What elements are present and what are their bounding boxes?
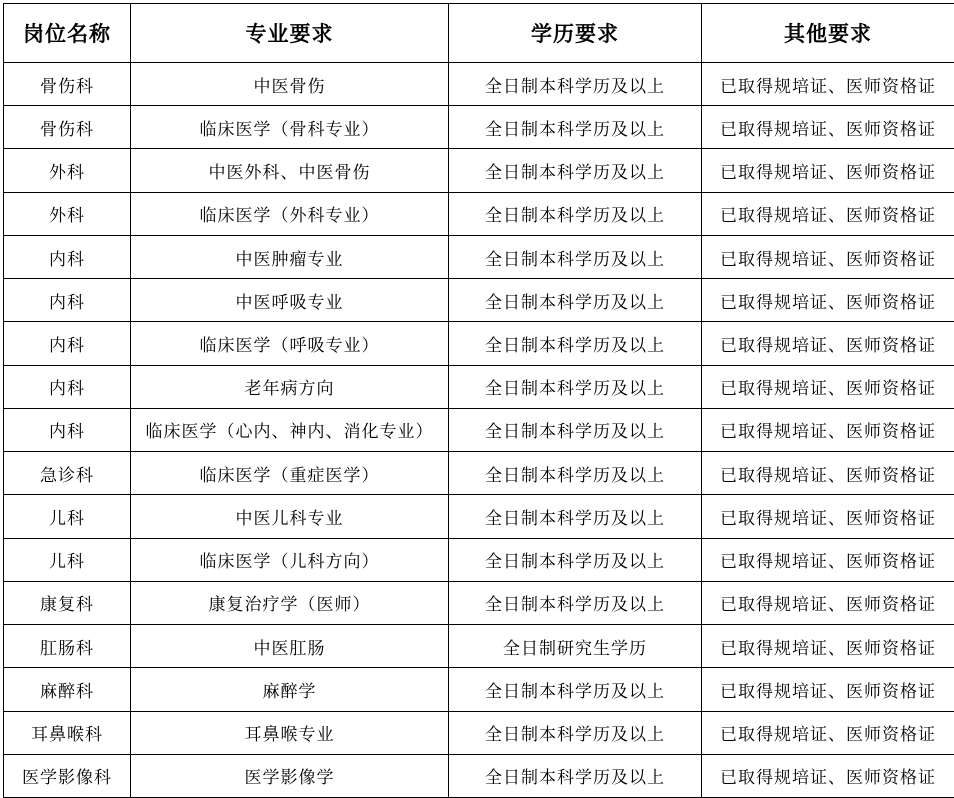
cell-major-requirement: 医学影像学 <box>131 754 449 797</box>
table-row <box>4 235 954 278</box>
cell-other-requirement: 已取得规培证、医师资格证 <box>702 279 954 322</box>
cell-position-name: 外科 <box>4 192 131 235</box>
cell-education-requirement: 全日制本科学历及以上 <box>449 668 702 711</box>
cell-major-requirement: 临床医学（儿科方向） <box>131 538 449 581</box>
table-row <box>4 63 954 106</box>
cell-major-requirement: 中医儿科专业 <box>131 495 449 538</box>
cell-other-requirement: 已取得规培证、医师资格证 <box>702 149 954 192</box>
cell-major-requirement: 中医骨伤 <box>131 63 449 106</box>
cell-education-requirement: 全日制本科学历及以上 <box>449 106 702 149</box>
cell-education-requirement: 全日制本科学历及以上 <box>449 581 702 624</box>
cell-education-requirement: 全日制本科学历及以上 <box>449 149 702 192</box>
cell-education-requirement: 全日制本科学历及以上 <box>449 192 702 235</box>
cell-major-requirement: 中医呼吸专业 <box>131 279 449 322</box>
cell-other-requirement: 已取得规培证、医师资格证 <box>702 63 954 106</box>
cell-position-name: 内科 <box>4 365 131 408</box>
cell-major-requirement: 临床医学（呼吸专业） <box>131 322 449 365</box>
header-education-requirement: 学历要求 <box>449 4 702 63</box>
cell-position-name: 肛肠科 <box>4 625 131 668</box>
cell-major-requirement: 临床医学（骨科专业） <box>131 106 449 149</box>
cell-education-requirement: 全日制本科学历及以上 <box>449 63 702 106</box>
cell-education-requirement: 全日制本科学历及以上 <box>449 495 702 538</box>
cell-position-name: 内科 <box>4 408 131 451</box>
cell-education-requirement: 全日制本科学历及以上 <box>449 538 702 581</box>
cell-other-requirement: 已取得规培证、医师资格证 <box>702 711 954 754</box>
cell-education-requirement: 全日制本科学历及以上 <box>449 322 702 365</box>
cell-major-requirement: 临床医学（心内、神内、消化专业） <box>131 408 449 451</box>
recruitment-requirements-table <box>3 3 954 798</box>
cell-other-requirement: 已取得规培证、医师资格证 <box>702 408 954 451</box>
cell-other-requirement: 已取得规培证、医师资格证 <box>702 668 954 711</box>
table-row <box>4 322 954 365</box>
table-row <box>4 538 954 581</box>
cell-major-requirement: 中医外科、中医骨伤 <box>131 149 449 192</box>
cell-education-requirement: 全日制研究生学历 <box>449 625 702 668</box>
cell-position-name: 内科 <box>4 322 131 365</box>
cell-major-requirement: 中医肿瘤专业 <box>131 235 449 278</box>
cell-other-requirement: 已取得规培证、医师资格证 <box>702 365 954 408</box>
cell-other-requirement: 已取得规培证、医师资格证 <box>702 581 954 624</box>
cell-position-name: 麻醉科 <box>4 668 131 711</box>
cell-position-name: 医学影像科 <box>4 754 131 797</box>
cell-education-requirement: 全日制本科学历及以上 <box>449 279 702 322</box>
table-row <box>4 149 954 192</box>
table-row <box>4 495 954 538</box>
cell-other-requirement: 已取得规培证、医师资格证 <box>702 235 954 278</box>
cell-other-requirement: 已取得规培证、医师资格证 <box>702 538 954 581</box>
cell-position-name: 外科 <box>4 149 131 192</box>
header-major-requirement: 专业要求 <box>131 4 449 63</box>
cell-position-name: 耳鼻喉科 <box>4 711 131 754</box>
cell-other-requirement: 已取得规培证、医师资格证 <box>702 106 954 149</box>
cell-position-name: 儿科 <box>4 495 131 538</box>
cell-major-requirement: 临床医学（外科专业） <box>131 192 449 235</box>
cell-major-requirement: 耳鼻喉专业 <box>131 711 449 754</box>
table-row <box>4 754 954 797</box>
header-other-requirement: 其他要求 <box>702 4 954 63</box>
table-row <box>4 625 954 668</box>
cell-major-requirement: 康复治疗学（医师） <box>131 581 449 624</box>
cell-position-name: 内科 <box>4 235 131 278</box>
table-row <box>4 106 954 149</box>
cell-major-requirement: 临床医学（重症医学） <box>131 452 449 495</box>
table-header-row <box>4 4 954 63</box>
cell-other-requirement: 已取得规培证、医师资格证 <box>702 495 954 538</box>
cell-position-name: 骨伤科 <box>4 63 131 106</box>
cell-major-requirement: 老年病方向 <box>131 365 449 408</box>
table-row <box>4 365 954 408</box>
table-row <box>4 711 954 754</box>
cell-education-requirement: 全日制本科学历及以上 <box>449 408 702 451</box>
cell-education-requirement: 全日制本科学历及以上 <box>449 711 702 754</box>
table-row <box>4 279 954 322</box>
header-position-name: 岗位名称 <box>4 4 131 63</box>
cell-education-requirement: 全日制本科学历及以上 <box>449 452 702 495</box>
table-row <box>4 408 954 451</box>
cell-education-requirement: 全日制本科学历及以上 <box>449 235 702 278</box>
cell-major-requirement: 中医肛肠 <box>131 625 449 668</box>
cell-other-requirement: 已取得规培证、医师资格证 <box>702 322 954 365</box>
table-row <box>4 668 954 711</box>
cell-position-name: 内科 <box>4 279 131 322</box>
cell-other-requirement: 已取得规培证、医师资格证 <box>702 452 954 495</box>
cell-position-name: 儿科 <box>4 538 131 581</box>
cell-education-requirement: 全日制本科学历及以上 <box>449 754 702 797</box>
table-body <box>4 63 954 798</box>
cell-major-requirement: 麻醉学 <box>131 668 449 711</box>
cell-education-requirement: 全日制本科学历及以上 <box>449 365 702 408</box>
cell-other-requirement: 已取得规培证、医师资格证 <box>702 754 954 797</box>
cell-position-name: 康复科 <box>4 581 131 624</box>
table-row <box>4 452 954 495</box>
cell-position-name: 骨伤科 <box>4 106 131 149</box>
cell-position-name: 急诊科 <box>4 452 131 495</box>
table-row <box>4 581 954 624</box>
cell-other-requirement: 已取得规培证、医师资格证 <box>702 192 954 235</box>
table-row <box>4 192 954 235</box>
cell-other-requirement: 已取得规培证、医师资格证 <box>702 625 954 668</box>
